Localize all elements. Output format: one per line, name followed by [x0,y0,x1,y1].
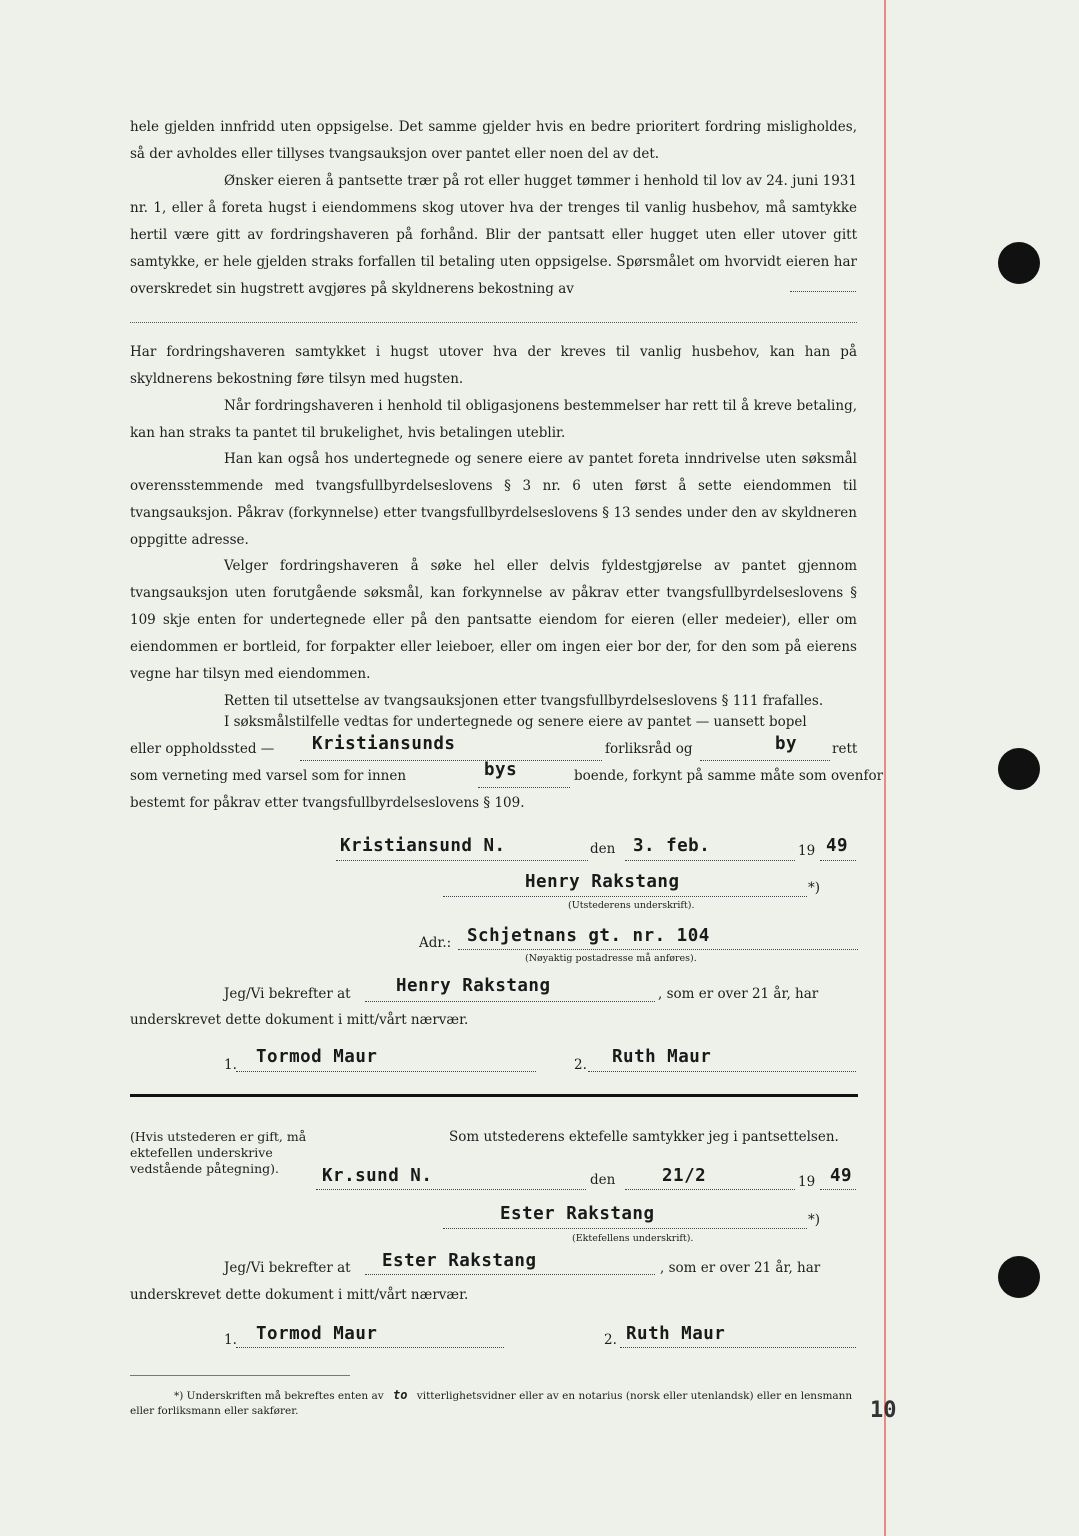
blank-line [336,860,588,861]
footnote [130,1388,860,1419]
paragraph-2: Ønsker eieren å pantsette trær på rot eller hugget tømmer i henhold til lov av 24. juni 1931 nr. 1, eller å foreta hugst i eiendommens skog utover hva der trenges til vanlig husbehov, må samtykke hertil være gitt av fordringshaveren på forhånd. Blir der pantsatt eller hugget uten eller utover gitt samtykke, er hele gjelden straks forfallen til betaling uten oppsigelse. Spørsmålet om hvorvidt eieren har overskredet sin hugstrett avgjøres på skyldnerens bekostning av [130,173,857,297]
paragraph-3: Har fordringshaveren samtykket i hugst utover hva der kreves til vanlig husbehov, kan han på skyldnerens bekostning føre tilsyn med hugsten. [130,344,857,387]
paragraph-6: Velger fordringshaveren å søke hel eller delvis fyldestgjørelse av pantet gjennom tvangsauksjon uten forutgående søksmål, kan forkynnelse av påkrav etter tvangsfullbyrdelseslovens § 109 skje enten for undertegnede eller på den pantsatte eiendom for eieren (eller medeier), eller om eiendommen er bortleid, for forpakter eller leieboer, eller om ingen eier bor der, for den som på eierens vegne har tilsyn med eiendommen. [130,558,857,682]
blank-line [820,1189,856,1190]
venue-suffix: rett [832,741,858,757]
blank-line [236,1071,536,1072]
dotted-line [130,322,857,323]
footnote-text-before: *) Underskriften må bekreftes enten av [174,1390,384,1402]
handwritten-bys: bys [484,760,518,780]
spouse-year: 49 [830,1166,853,1186]
footnote-rule [130,1375,350,1376]
blank-line [620,1347,856,1348]
signing-year: 49 [826,836,849,856]
blank-line [625,1189,795,1190]
witness-num-2: 2. [574,1057,587,1073]
paragraph-7: Retten til utsettelse av tvangsauksjonen etter tvangsfullbyrdelseslovens § 111 frafalles. [224,693,824,709]
spouse-den-label: den [590,1172,616,1188]
blank-line [478,787,570,788]
blank-line [458,949,858,950]
issuer-caption: (Utstederens underskrift). [568,900,695,911]
paragraph-4: Når fordringshaveren i henhold til obligasjonens bestemmelser har rett til å kreve betaling, kan han straks ta pantet til brukelighet, hvis betalingen uteblir. [130,398,857,441]
blank-line [443,896,807,897]
punch-hole [998,242,1040,284]
witness2-a-signature: Tormod Maur [256,1324,378,1344]
blank-line [625,860,795,861]
section-divider [130,1094,858,1097]
spouse-consent: Som utstederens ektefelle samtykker jeg i pantsettelsen. [449,1129,839,1145]
witness2-confirm-prefix: Jeg/Vi bekrefter at [224,1260,351,1276]
witness2-confirmed-signer: Ester Rakstang [382,1251,537,1271]
venue-line-4: bestemt for påkrav etter tvangsfullbyrdelseslovens § 109. [130,795,525,811]
witness2-num-1: 1. [224,1332,237,1348]
spouse-footnote-star: *) [808,1212,821,1228]
venue-prefix: eller oppholdssted — [130,741,275,757]
venue-line-3-prefix: som verneting med varsel som for innen [130,768,407,784]
spouse-date: 21/2 [662,1166,707,1186]
margin-rule [884,0,886,1536]
handwritten-by: by [775,734,798,754]
den-label: den [590,841,616,857]
blank-line [820,860,856,861]
witness2-confirm-line-2: underskrevet dette dokument i mitt/vårt nærvær. [130,1287,469,1303]
handwritten-place: Kristiansunds [312,734,456,754]
spouse-caption: (Ektefellens underskrift). [572,1233,694,1244]
paragraph-5: Han kan også hos undertegnede og senere eiere av pantet foreta inndrivelse uten søksmål overensstemmende med tvangsfullbyrdelseslovens § 3 nr. 6 uten først å sette eiendommen til tvangsauksjon. Påkrav (forkynnelse) etter tvangsfullbyrdelseslovens § 13 sendes under den av skyldneren oppgitte adresse. [130,451,857,548]
blank-line [588,1071,856,1072]
issuer-signature: Henry Rakstang [525,872,680,892]
witness-confirm-prefix: Jeg/Vi bekrefter at [224,986,351,1002]
blank-line [700,760,830,761]
footnote-star: *) [808,880,821,896]
address-label: Adr.: [419,935,452,951]
paragraph-1: hele gjelden innfridd uten oppsigelse. Det samme gjelder hvis en bedre prioritert fordring misligholdes, så der avholdes eller tillyses tvangsauksjon over pantet eller noen del av det. [130,119,857,162]
witness-confirm-line-2: underskrevet dette dokument i mitt/vårt nærvær. [130,1012,469,1028]
blank-line [300,760,602,761]
year-prefix: 19 [798,843,816,859]
confirmed-signer: Henry Rakstang [396,976,551,996]
punch-hole [998,1256,1040,1298]
witness-num-1: 1. [224,1057,237,1073]
blank-line [365,1001,655,1002]
corner-page-mark: 10 [870,1398,897,1423]
spouse-signature: Ester Rakstang [500,1204,655,1224]
witness-b-signature: Ruth Maur [612,1047,712,1067]
blank-line [236,1347,504,1348]
witness2-b-signature: Ruth Maur [626,1324,726,1344]
venue-line-1: I søksmålstilfelle vedtas for undertegnede og senere eiere av pantet — uansett bopel [224,714,807,730]
signing-place: Kristiansund N. [340,836,506,856]
address-caption: (Nøyaktig postadresse må anføres). [525,953,697,964]
footnote-handwritten: to [392,1388,408,1402]
spouse-note: (Hvis utstederen er gift, må ektefellen underskrive vedstående påtegning). [130,1129,307,1176]
witness-a-signature: Tormod Maur [256,1047,378,1067]
blank-line [316,1189,586,1190]
spouse-year-prefix: 19 [798,1174,816,1190]
punch-hole [998,748,1040,790]
blank-line [443,1228,807,1229]
spouse-place: Kr.sund N. [322,1166,433,1186]
venue-line-3-suffix: boende, forkynt på samme måte som ovenfor [574,768,884,784]
blank-line [790,291,856,292]
witness2-confirm-suffix: , som er over 21 år, har [660,1260,821,1276]
witness2-num-2: 2. [604,1332,617,1348]
venue-middle: forliksråd og [605,741,693,757]
witness-confirm-suffix: , som er over 21 år, har [658,986,819,1002]
blank-line [365,1274,655,1275]
signing-date: 3. feb. [633,836,711,856]
footnote-text-after: vitterlighetsvidner eller av en notarius (norsk eller utenlandsk) eller en lensmann eller forliksmann eller sakfører. [130,1390,853,1417]
issuer-address: Schjetnans gt. nr. 104 [467,926,710,946]
